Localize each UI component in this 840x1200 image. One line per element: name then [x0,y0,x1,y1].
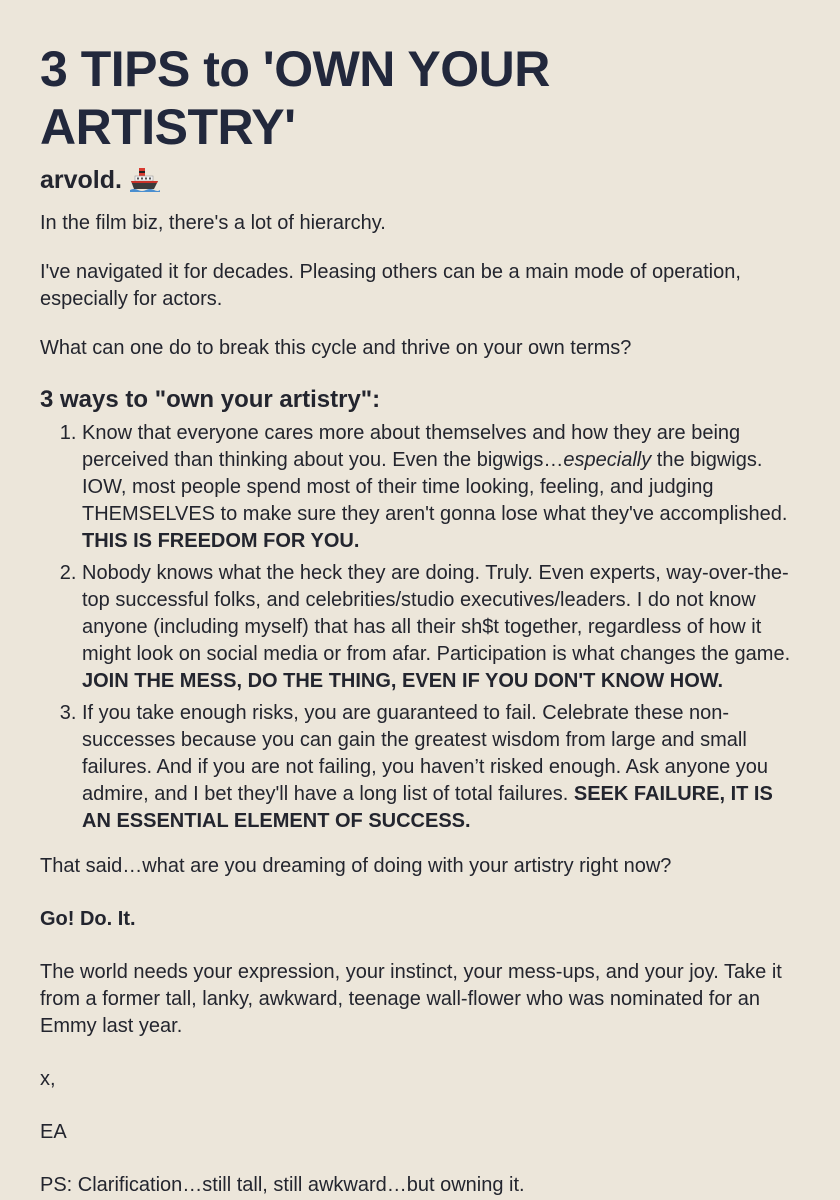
call-to-action: Go! Do. It. [40,908,136,930]
list-item [82,560,800,695]
postscript: PS: Clarification…still tall, still awkward…but owning it. [40,1174,525,1196]
intro-paragraph: I've navigated it for decades. Pleasing others can be a main mode of operation, especially for actors. [40,261,741,310]
intro-paragraph: In the film biz, there's a lot of hierarchy. [40,212,386,234]
signature-initials: EA [40,1121,67,1143]
tip-text: the bigwigs. IOW, most people spend most of their time looking, feeling, and judging THEMSELVES to make sure they aren't gonna lose what they've accomplished. [82,449,788,525]
section-heading: 3 ways to "own your artistry": [40,386,381,413]
ship-icon [130,166,160,194]
tip-text: If you take enough risks, you are guaranteed to fail. Celebrate these non-successes because you can gain the greatest wisdom from large and small failures. And if you are not failing, you haven’t risked enough. Ask anyone you admire, and I bet they'll have a long list of total failures. [82,702,768,805]
tip-emphasis: especially [563,449,652,471]
tip-text: Know that everyone cares more about themselves and how they are being perceived than thinking about you. Even the bigwigs… [82,422,741,471]
tip-text: Nobody knows what the heck they are doing. Truly. Even experts, way-over-the-top successful folks, and celebrities/studio executives/leaders. I do not know anyone (including myself) that has all their sh$t together, regardless of how it might look on social media or from afar. Participation is what changes the game. [82,562,791,665]
page-title: 3 TIPS to 'OWN YOUR ARTISTRY' [40,41,550,155]
signoff: x, [40,1068,56,1090]
closing-paragraph: The world needs your expression, your instinct, your mess-ups, and your joy. Take it from a former tall, lanky, awkward, teenage wall-flower who was nominated for an Emmy last year. [40,961,782,1037]
author-line [40,164,800,196]
author-name: arvold. [40,166,122,194]
list-item [82,700,800,835]
tip-bold: SEEK FAILURE, IT IS AN ESSENTIAL ELEMENT OF SUCCESS. [82,783,773,832]
tip-bold: THIS IS FREEDOM FOR YOU. [82,530,360,552]
closing-question: That said…what are you dreaming of doing with your artistry right now? [40,855,672,877]
tips-list [40,420,800,835]
list-item [82,420,800,555]
intro-paragraph: What can one do to break this cycle and thrive on your own terms? [40,337,632,359]
tip-bold: JOIN THE MESS, DO THE THING, EVEN IF YOU DON'T KNOW HOW. [82,670,724,692]
